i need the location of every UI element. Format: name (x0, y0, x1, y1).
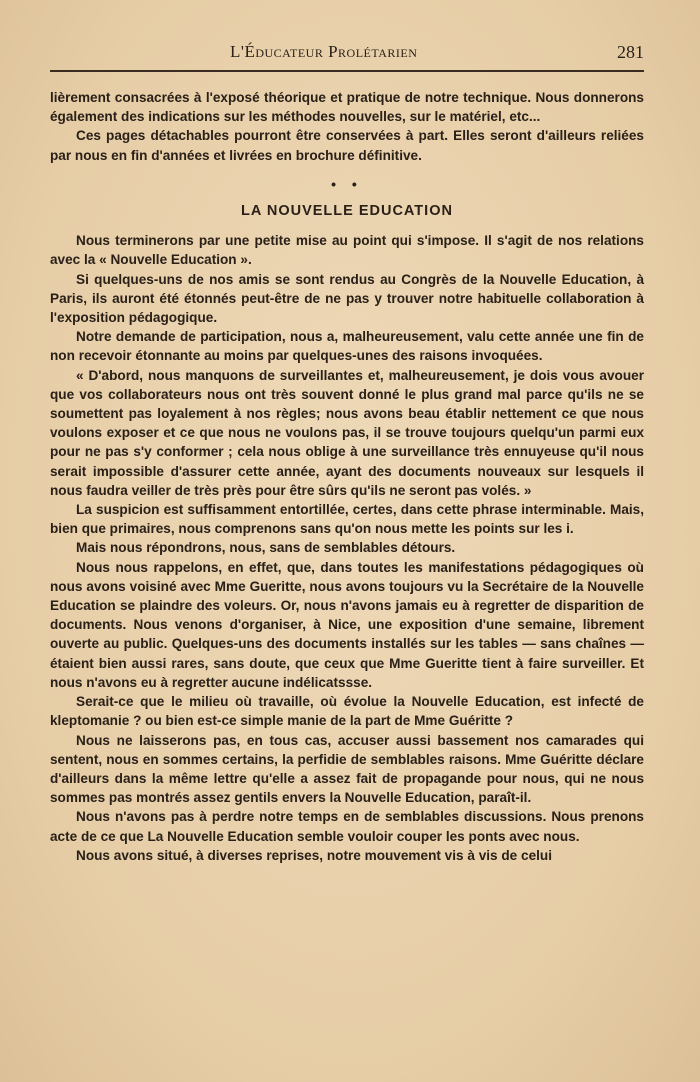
quoted-paragraph: « D'abord, nous manquons de surveillantes et, malheureusement, je dois vous avouer que vos collaborateurs nous ont très souvent donné le plus grand mal parce qu'ils ne se soumettent pas loyalement à nos règles; nous avons beau établir nettement ce que nous voulons exposer et ce que nous ne voulons pas, il se trouve toujours quelqu'un parmi eux pour ne pas s'y conformer ; cela nous oblige à une surveillance très ennuyeuse qu'il nous serait impossible d'assurer cette année, ayant des documents nouveaux sur lesquels il nous faudra veiller de très près pour être sûrs qu'ils ne seront pas volés. » (50, 367, 644, 498)
paragraph: Nous terminerons par une petite mise au point qui s'impose. Il s'agit de nos relations avec la « Nouvelle Education ». (50, 233, 644, 268)
paragraph: Nous avons situé, à diverses reprises, notre mouvement vis à vis de celui (76, 847, 552, 863)
paragraph: Ces pages détachables pourront être conservées à part. Elles seront d'ailleurs reliées par nous en fin d'années et livrées en brochure définitive. (50, 128, 644, 163)
running-header (50, 40, 644, 72)
paragraph: Si quelques-uns de nos amis se sont rendus au Congrès de la Nouvelle Education, à Paris, ils auront été étonnés peut-être de ne pas y trouver notre habituelle collaboration à l'exposition pédagogique. (50, 271, 644, 326)
page-number: 281 (617, 42, 644, 62)
paragraph: Nous ne laisserons pas, en tous cas, accuser aussi bassement nos camarades qui sentent, nous en sommes certains, la perfidie de semblables raisons. Mme Guéritte déclare d'ailleurs dans la même lettre qu'elle a assez fait de propagande pour nous, qui ne nous sommes pas montrés assez gentils envers la Nouvelle Education, paraît-il. (50, 732, 644, 806)
paragraph: La suspicion est suffisamment entortillée, certes, dans cette phrase interminable. Mais, bien que primaires, nous comprenons sans qu'on nous mette les points sur les i. (50, 502, 644, 537)
section-ornament: • • (331, 175, 363, 192)
paragraph: lièrement consacrées à l'exposé théorique et pratique de notre technique. Nous donnerons également des indications sur les méthodes nouvelles, sur le matériel, etc... (50, 90, 644, 125)
paragraph: Notre demande de participation, nous a, malheureusement, valu cette année une fin de non recevoir étonnante au moins par quelques-unes des raisons invoquées. (50, 329, 644, 364)
paragraph: Mais nous répondrons, nous, sans de semblables détours. (76, 540, 456, 556)
article-body (50, 88, 644, 865)
paragraph: Serait-ce que le milieu où travaille, où évolue la Nouvelle Education, est infecté de kleptomanie ? ou bien est-ce simple manie de la part de Mme Guéritte ? (50, 694, 644, 729)
paragraph: Nous n'avons pas à perdre notre temps en de semblables discussions. Nous prenons acte de ce que La Nouvelle Education semble vouloir couper les ponts avec nous. (50, 809, 644, 844)
section-heading: LA NOUVELLE EDUCATION (241, 203, 453, 220)
journal-title: L'Éducateur Prolétarien (230, 42, 418, 61)
paragraph: Nous nous rappelons, en effet, que, dans toutes les manifestations pédagogiques où nous avons voisiné avec Mme Gueritte, nous avons toujours vu la Secrétaire de la Nouvelle Education se plaindre des voleurs. Or, nous n'avons jamais eu à regretter de disparition de documents. Nous venons d'organiser, à Nice, une exposition d'une semaine, librement ouverte au public. Quelques-uns des documents installés sur les tables — sans chaînes — étaient bien aussi rares, sans doute, que ceux que Mme Gueritte tient à faire surveiller. Et nous n'avons eu à regretter aucune indélicatssse. (50, 559, 644, 690)
